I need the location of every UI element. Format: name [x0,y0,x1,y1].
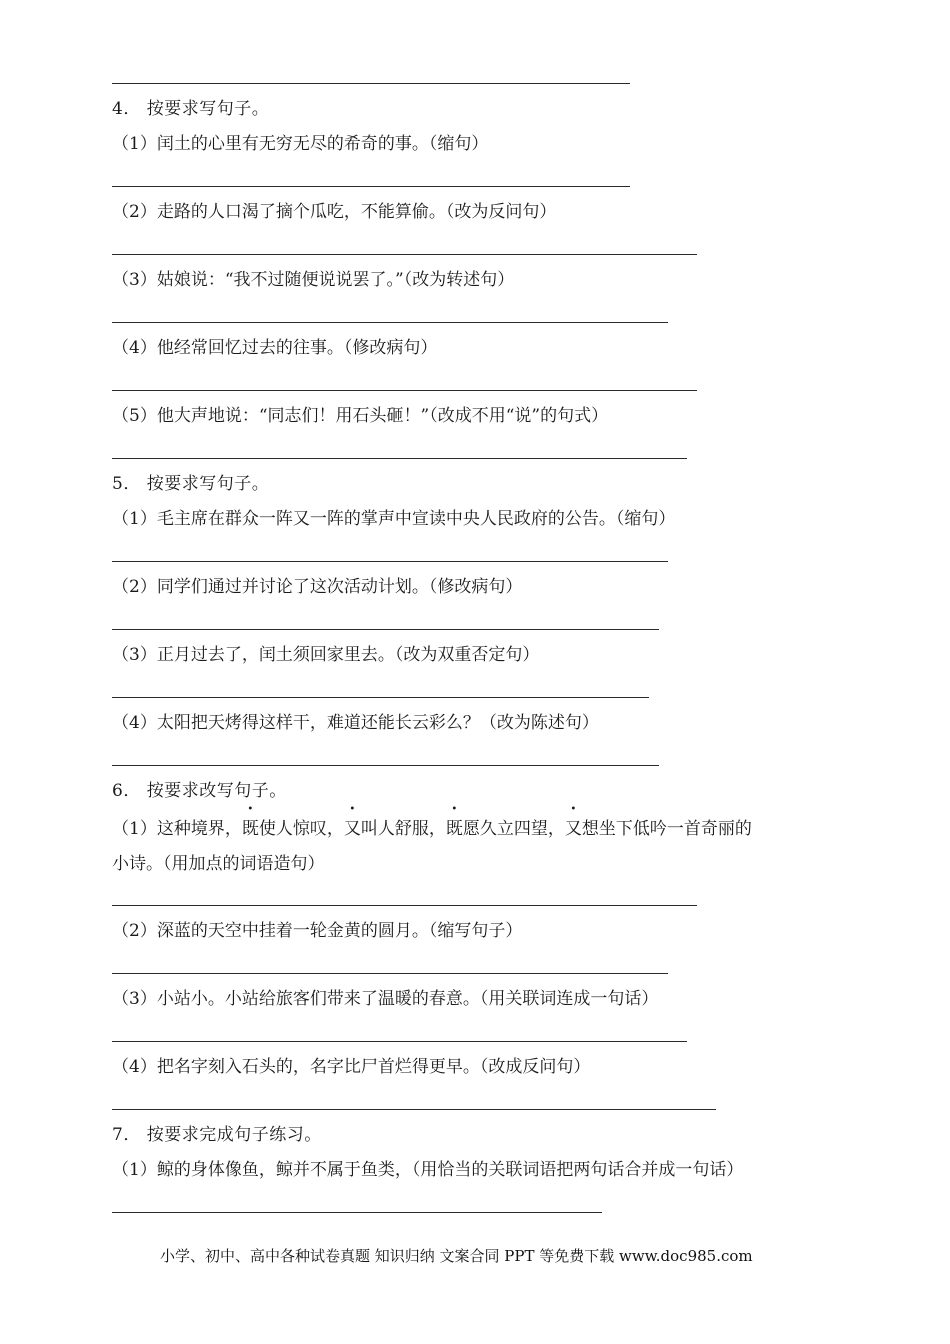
answer-line [112,973,668,974]
answer-line [112,1109,716,1110]
question-6-item-1 [112,818,752,840]
question-7-item-1: （1）鲸的身体像鱼，鲸并不属于鱼类，（用恰当的关联词语把两句话合并成一句话） [112,1160,744,1180]
answer-line [112,254,697,255]
question-7-heading: 7． 按要求完成句子练习。 [112,1125,322,1145]
dotted-word: 又 [564,819,582,839]
page-footer: 小学、初中、高中各种试卷真题 知识归纳 文案合同 PPT 等免费下载 www.doc985.com [160,1247,753,1265]
question-5-item-4: （4）太阳把天烤得这样干，难道还能长云彩么？（改为陈述句） [112,713,599,733]
question-5-heading: 5． 按要求写句子。 [112,474,270,494]
answer-line [112,561,668,562]
answer-line [112,629,659,630]
item-text: （1）这种境界， [112,819,242,839]
question-5-item-2: （2）同学们通过并讨论了这次活动计划。（修改病句） [112,577,523,597]
answer-line [112,322,668,323]
answer-line [112,697,649,698]
question-6-item-1-continued: 小诗。（用加点的词语造句） [112,854,325,874]
question-4-heading: 4． 按要求写句子。 [112,99,270,119]
answer-line [112,1212,602,1213]
question-5-item-1: （1）毛主席在群众一阵又一阵的掌声中宣读中央人民政府的公告。（缩句） [112,509,676,529]
answer-line [112,1041,687,1042]
answer-line [112,186,630,187]
question-4-item-4: （4）他经常回忆过去的往事。（修改病句） [112,338,438,358]
answer-line [112,905,697,906]
answer-line [112,390,697,391]
question-6-item-2: （2）深蓝的天空中挂着一轮金黄的圆月。（缩写句子） [112,921,523,941]
dotted-word: 既 [241,819,259,839]
question-6-item-3: （3）小站小。小站给旅客们带来了温暖的春意。（用关联词连成一句话） [112,989,659,1009]
item-text: 想坐下低吟一首奇丽的 [581,819,752,839]
item-text: 愿久立四望， [462,819,565,839]
question-4-item-1: （1）闰土的心里有无穷无尽的希奇的事。（缩句） [112,134,489,154]
question-4-item-3: （3）姑娘说：“我不过随便说说罢了。”（改为转述句） [112,270,515,290]
answer-line [112,83,630,84]
item-text: 使人惊叹， [258,819,344,839]
question-4-item-2: （2）走路的人口渴了摘个瓜吃，不能算偷。（改为反问句） [112,202,557,222]
answer-line [112,458,687,459]
item-text: 叫人舒服， [360,819,446,839]
question-6-item-4: （4）把名字刻入石头的，名字比尸首烂得更早。（改成反问句） [112,1057,591,1077]
answer-line [112,765,659,766]
question-5-item-3: （3）正月过去了，闰土须回家里去。（改为双重否定句） [112,645,540,665]
dotted-word: 又 [343,819,361,839]
question-4-item-5: （5）他大声地说：“同志们！用石头砸！”（改成不用“说”的句式） [112,406,609,426]
dotted-word: 既 [445,819,463,839]
question-6-heading: 6． 按要求改写句子。 [112,781,287,801]
